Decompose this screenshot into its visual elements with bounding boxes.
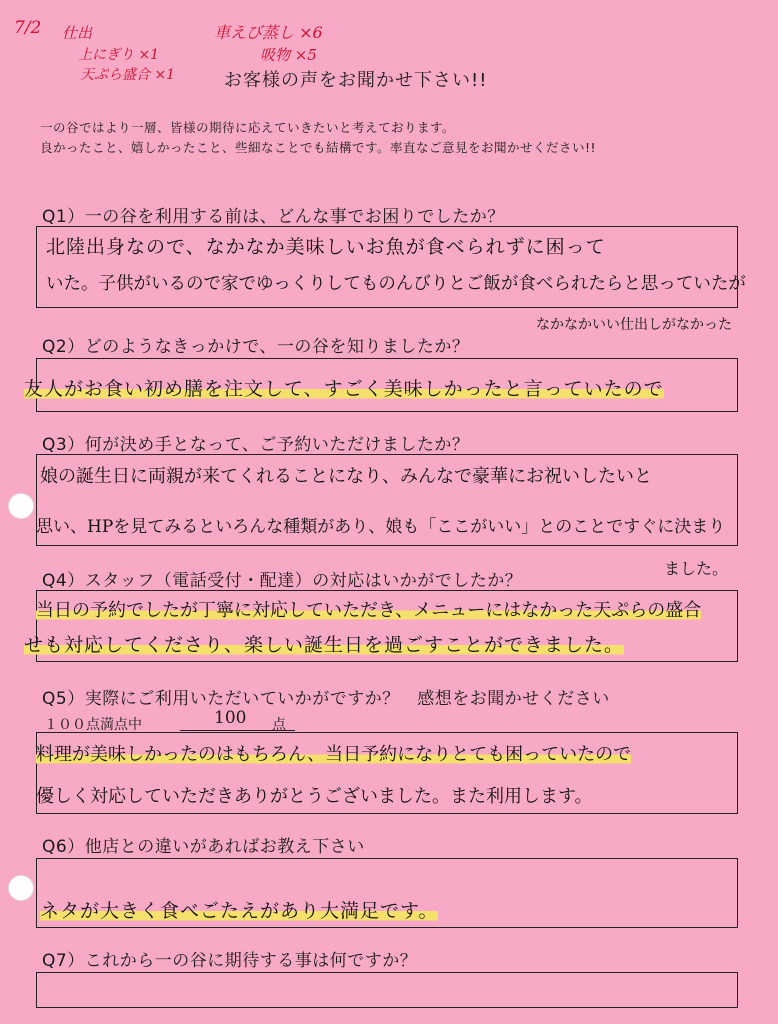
memo-line: 上にぎり ×1 (78, 47, 160, 63)
answer-3-line-1: 娘の誕生日に両親が来てくれることになり、みんなで豪華にお祝いしたいと (40, 466, 652, 487)
answer-1-note: なかなかいい仕出しがなかった (536, 317, 732, 333)
question-1-label: Q1）一の谷を利用する前は、どんな事でお困りでしたか？ (42, 207, 505, 227)
question-7-label: Q7）これから一の谷に期待する事は何ですか？ (42, 951, 418, 971)
punch-hole (8, 875, 34, 901)
question-6-label: Q6）他店との違いがあればお教え下さい (42, 837, 365, 857)
answer-1-line-2: いた。子供がいるので家でゆっくりしてものんびりとご飯が食べられたらと思っていたが (46, 274, 746, 294)
memo-date: 7/2 (14, 18, 42, 38)
memo-line: 天ぷら盛合 ×1 (80, 67, 176, 83)
memo-line: 車えび蒸し ×6 (214, 23, 323, 42)
score-value: 100 (214, 708, 247, 728)
answer-5-line-2: 優しく対応していただきありがとうございました。また利用します。 (36, 786, 593, 807)
punch-hole (8, 493, 34, 519)
intro-text: 良かったこと、嬉しかったこと、些細なことでも結構です。率直なご意見をお聞かせください!! (40, 140, 597, 155)
memo-line: 吸物 ×5 (260, 46, 317, 64)
page-title: お客様の声をお聞かせ下さい!! (224, 70, 488, 91)
answer-3-line-2: 思い、HPを見てみるといろんな種類があり、娘も「ここがいい」とのことですぐに決まり (36, 517, 726, 537)
answer-6-line-1: ネタが大きく食べごたえがあり大満足です。 (40, 896, 438, 923)
question-3-label: Q3）何が決め手となって、ご予約いただけましたか？ (42, 435, 470, 455)
answer-2-line-1: 友人がお食い初め膳を注文して、すごく美味しかったと言っていたので (24, 374, 664, 401)
question-4-label: Q4）スタッフ（電話受付・配達）の対応はいかがでしたか？ (42, 571, 523, 591)
question-5-label: Q5）実際にご利用いただいていかがですか？ 感想をお聞かせください (42, 689, 610, 709)
answer-3-note: ました。 (664, 559, 729, 578)
answer-1-line-1: 北陸出身なので、なかなか美味しいお魚が食べられずに困って (46, 236, 606, 258)
answer-4-line-2: せも対応してくださり、楽しい誕生日を過ごすことができました。 (24, 630, 624, 657)
question-2-label: Q2）どのようなきっかけで、一の谷を知りましたか？ (42, 337, 470, 357)
answer-4-line-1: 当日の予約でしたが丁寧に対応していただき、メニューにはなかった天ぷらの盛合 (36, 596, 701, 622)
answer-5-line-1: 料理が美味しかったのはもちろん、当日予約になりとても困っていたので (36, 740, 631, 766)
score-unit: 点 (272, 717, 286, 733)
memo-line: 仕出 (62, 24, 93, 42)
score-prefix: １００点満点中 (44, 717, 142, 733)
answer-box-7 (36, 972, 738, 1008)
intro-text: 一の谷ではより一層、皆様の期待に応えていきたいと考えております。 (40, 120, 456, 135)
